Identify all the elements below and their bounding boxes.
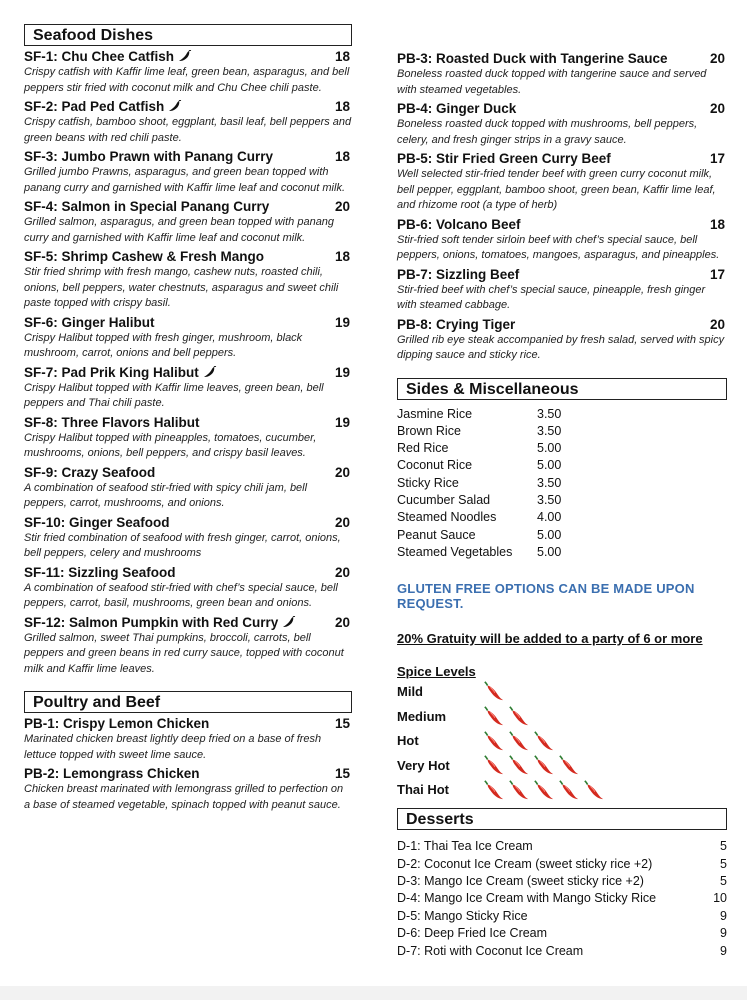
menu-item-description: Crispy Halibut topped with Kaffir lime leaves, green bean, bell peppers and Thai chili paste. — [24, 381, 324, 409]
menu-item-header — [397, 217, 727, 233]
poultry-section-header: Poultry and Beef — [24, 691, 352, 713]
chili-pepper-icon — [533, 754, 555, 776]
menu-item-title-wrap — [24, 249, 264, 265]
menu-item-description: Boneless roasted duck topped with mushrooms, bell peppers, celery, and fresh ginger strips in a gravy sauce. — [397, 118, 698, 146]
menu-item-price: 17 — [709, 151, 725, 166]
menu-item-name: SF-2: Pad Ped Catfish — [24, 99, 165, 114]
menu-item-description: Stir fried combination of seafood with fresh ginger, carrot, onions, bell peppers, celery and mushrooms — [24, 531, 341, 559]
chili-pepper-icon — [558, 754, 580, 776]
menu-item-price: 20 — [334, 199, 350, 214]
menu-item-name: SF-6: Ginger Halibut — [24, 314, 155, 330]
menu-item-name: SF-1: Chu Chee Catfish — [24, 49, 175, 64]
menu-item-name: PB-4: Ginger Duck — [397, 101, 517, 116]
menu-item-description: Marinated chicken breast lightly deep fried on a base of fresh lettuce topped with sweet lime sauce. — [24, 733, 322, 761]
menu-item-title-wrap — [24, 149, 273, 165]
side-item-price: 5.00 — [537, 441, 562, 456]
menu-item-description: Crispy catfish, bamboo shoot, eggplant, basil leaf, bell peppers and green beans with red chili paste. — [24, 116, 352, 144]
dessert-item-name: D-5: Mango Sticky Rice — [397, 908, 528, 923]
side-item — [397, 544, 727, 561]
seafood-section-header: Seafood Dishes — [24, 24, 352, 46]
spice-level-row — [397, 753, 727, 778]
menu-item-price: 20 — [709, 101, 725, 116]
menu-item-header — [397, 267, 727, 283]
sides-section-header: Sides & Miscellaneous — [397, 378, 727, 400]
side-item — [397, 492, 727, 509]
menu-item — [24, 49, 352, 96]
dessert-item-name: D-7: Roti with Coconut Ice Cream — [397, 943, 584, 958]
dessert-item — [397, 873, 727, 890]
side-item-name: Coconut Rice — [397, 458, 473, 473]
menu-item-price: 18 — [334, 149, 350, 164]
menu-item-description: Crispy Halibut topped with fresh ginger, mushroom, black mushroom, carrot, onions and bell peppers. — [24, 331, 303, 359]
menu-item-name: PB-7: Sizzling Beef — [397, 266, 520, 282]
menu-item — [397, 51, 727, 98]
dessert-item-name: D-6: Deep Fried Ice Cream — [397, 926, 548, 941]
menu-item-header — [24, 315, 352, 331]
side-item-price: 5.00 — [537, 527, 562, 542]
menu-item-title-wrap — [24, 766, 200, 782]
menu-item — [24, 249, 352, 312]
menu-item-name: PB-2: Lemongrass Chicken — [24, 766, 200, 781]
menu-item-price: 17 — [709, 266, 725, 282]
spice-level-row — [397, 704, 727, 729]
right-column — [397, 48, 727, 960]
menu-item-name: PB-5: Stir Fried Green Curry Beef — [397, 151, 611, 166]
spice-level-label: Mild — [397, 683, 423, 699]
menu-item-title-wrap — [24, 565, 176, 581]
menu-item-price: 20 — [334, 564, 350, 580]
spice-level-label: Hot — [397, 733, 419, 749]
side-item-name: Steamed Vegetables — [397, 544, 513, 559]
menu-item-name: SF-5: Shrimp Cashew & Fresh Mango — [24, 249, 265, 264]
dessert-item-price: 5 — [720, 839, 727, 854]
menu-item — [24, 199, 352, 246]
menu-item — [24, 565, 352, 612]
menu-item-title-wrap — [397, 151, 611, 167]
dessert-item-name: D-2: Coconut Ice Cream (sweet sticky rice +2) — [397, 856, 653, 871]
chili-pepper-icon — [483, 779, 505, 801]
menu-item-name: PB-3: Roasted Duck with Tangerine Sauce — [397, 51, 668, 66]
side-item-name: Brown Rice — [397, 423, 461, 438]
menu-item-price: 18 — [334, 249, 350, 264]
menu-item-name: SF-10: Ginger Seafood — [24, 514, 170, 530]
dessert-item-price: 9 — [720, 908, 727, 923]
menu-item-name: PB-1: Crispy Lemon Chicken — [24, 716, 210, 731]
side-item — [397, 406, 727, 423]
menu-item — [24, 515, 352, 562]
left-column — [24, 24, 352, 813]
menu-item-description: Chicken breast marinated with lemongrass grilled to perfection on a base of steamed vegetable, spinach topped with peanut sauce. — [24, 783, 344, 811]
menu-item-name: SF-3: Jumbo Prawn with Panang Curry — [24, 149, 274, 164]
footer-strip — [0, 986, 747, 1000]
menu-item-price: 18 — [334, 49, 350, 64]
menu-item-description: Grilled salmon, sweet Thai pumpkins, broccoli, carrots, bell peppers and green beans in red curry sauce, topped with coconut milk and Kaffir lime leaves. — [24, 631, 344, 675]
side-item-price: 4.00 — [537, 510, 562, 525]
menu-item-description: Well selected stir-fried tender beef with green curry coconut milk, bell pepper, eggplant, bamboo shoot, green bean, Kaffir lime leaf, and rhizome root (a type of herb) — [397, 168, 716, 211]
poultry-list-left — [24, 716, 352, 813]
menu-item-price: 19 — [334, 414, 350, 430]
menu-item-name: SF-7: Pad Prik King Halibut — [24, 364, 199, 380]
side-item-name: Steamed Noodles — [397, 510, 497, 525]
menu-item-header — [24, 615, 352, 631]
dessert-item-price: 10 — [713, 891, 727, 906]
menu-item-description: Stir fried shrimp with fresh mango, cashew nuts, roasted chili, onions, bell peppers, water chestnuts, asparagus and sweet chili paste topped with crispy basil. — [24, 266, 339, 309]
side-item — [397, 440, 727, 457]
chili-pepper-icon — [483, 680, 505, 702]
menu-item-title-wrap — [24, 716, 209, 732]
menu-item — [24, 315, 352, 362]
dessert-item — [397, 890, 727, 907]
side-item — [397, 457, 727, 474]
menu-item-description: Grilled salmon, asparagus, and green bean topped with panang curry and garnished with Kaffir lime leaf and coconut milk. — [24, 216, 335, 244]
menu-item-description: Stir-fried soft tender sirloin beef with chef’s special sauce, bell peppers, onions, tomatoes, mangoes, asparagus, and pineapples. — [397, 233, 720, 261]
chili-pepper-icon — [508, 705, 530, 727]
menu-item — [24, 766, 352, 813]
menu-item-header — [397, 101, 727, 117]
desserts-section-header: Desserts — [397, 808, 727, 830]
chili-pepper-icon — [483, 754, 505, 776]
side-item-name: Sticky Rice — [397, 475, 459, 490]
dessert-item-price: 9 — [720, 943, 727, 958]
spice-level-label: Medium — [397, 708, 447, 724]
menu-item — [397, 217, 727, 264]
side-item — [397, 475, 727, 492]
chili-pepper-icon — [483, 705, 505, 727]
spice-level-label: Very Hot — [397, 757, 450, 773]
menu-item — [24, 149, 352, 196]
spice-level-label: Thai Hot — [397, 782, 449, 798]
menu-item-title-wrap — [397, 217, 521, 233]
menu-item-header — [24, 199, 352, 215]
spice-level-row — [397, 778, 727, 803]
menu-item-header — [24, 716, 352, 732]
menu-item-header — [24, 149, 352, 165]
menu-item-header — [24, 415, 352, 431]
desserts-list — [397, 838, 727, 960]
dessert-item-name: D-4: Mango Ice Cream with Mango Sticky Rice — [397, 891, 657, 906]
chili-pepper-icon — [558, 779, 580, 801]
side-item — [397, 527, 727, 544]
side-item — [397, 509, 727, 526]
menu-item — [24, 99, 352, 146]
menu-item-price: 19 — [334, 364, 350, 380]
menu-item-title-wrap — [24, 465, 155, 481]
menu-item-description: A combination of seafood stir-fried with spicy chili jam, bell peppers, carrot, mushrooms, and onions. — [24, 481, 308, 509]
spicy-pepper-icon — [282, 616, 296, 628]
menu-item-price: 15 — [334, 716, 350, 731]
menu-item-description: A combination of seafood stir-fried with chef’s special sauce, bell peppers, carrot, basil, mushrooms, green bean and onions. — [24, 581, 338, 609]
gluten-free-notice: GLUTEN FREE OPTIONS CAN BE MADE UPON REQUEST. — [397, 581, 695, 612]
menu-item — [397, 151, 727, 214]
dessert-item-price: 9 — [720, 926, 727, 941]
menu-item-name: SF-4: Salmon in Special Panang Curry — [24, 199, 270, 214]
menu-item — [397, 101, 727, 148]
side-item-name: Peanut Sauce — [397, 527, 476, 542]
menu-item-header — [397, 151, 727, 167]
menu-item-header — [24, 99, 352, 115]
menu-item-name: SF-12: Salmon Pumpkin with Red Curry — [24, 614, 279, 630]
side-item-price: 3.50 — [537, 406, 562, 421]
menu-item — [397, 267, 727, 314]
menu-item-name: PB-6: Volcano Beef — [397, 216, 521, 232]
menu-item-price: 18 — [334, 99, 350, 114]
side-item-name: Jasmine Rice — [397, 406, 473, 421]
menu-item-title-wrap — [24, 415, 200, 431]
spice-level-row — [397, 728, 727, 753]
dessert-item-price: 5 — [720, 856, 727, 871]
menu-item-title-wrap — [397, 101, 516, 117]
dessert-item-name: D-3: Mango Ice Cream (sweet sticky rice +2) — [397, 873, 644, 888]
menu-item-description: Crispy catfish with Kaffir lime leaf, green bean, asparagus, and bell peppers stir fried with coconut milk and Chu Chee chili paste. — [24, 66, 350, 94]
menu-item — [24, 716, 352, 763]
dessert-item — [397, 856, 727, 873]
menu-item-header — [24, 465, 352, 481]
side-item-price: 3.50 — [537, 475, 562, 490]
menu-item-price: 20 — [709, 51, 725, 66]
menu-item-title-wrap — [24, 515, 170, 531]
menu-item-description: Stir-fried beef with chef’s special sauce, pineapple, fresh ginger with steamed cabbage. — [397, 283, 706, 311]
menu-item-title-wrap — [24, 49, 192, 65]
menu-item-header — [24, 515, 352, 531]
spice-levels-rows — [397, 679, 727, 802]
menu-item-header — [24, 365, 352, 381]
chili-pepper-icon — [508, 754, 530, 776]
menu-item-name: PB-8: Crying Tiger — [397, 316, 516, 332]
menu-item-price: 20 — [709, 316, 725, 332]
side-item-price: 5.00 — [537, 544, 562, 559]
chili-pepper-icon — [533, 779, 555, 801]
spice-levels — [397, 664, 727, 802]
menu-item-description: Grilled rib eye steak accompanied by fresh salad, served with spicy dipping sauce and sticky rice. — [397, 333, 725, 361]
sides-list — [397, 406, 727, 562]
menu-item — [24, 615, 352, 678]
side-item-name: Red Rice — [397, 441, 449, 456]
side-item-price: 3.50 — [537, 423, 562, 438]
menu-item-title-wrap — [24, 365, 217, 381]
side-item — [397, 423, 727, 440]
menu-item-title-wrap — [24, 99, 182, 115]
dessert-item — [397, 908, 727, 925]
spice-level-row — [397, 679, 727, 704]
menu-item — [24, 415, 352, 462]
dessert-item — [397, 943, 727, 960]
side-item-price: 3.50 — [537, 492, 562, 507]
menu-item-price: 18 — [709, 216, 725, 232]
menu-item-price: 19 — [334, 314, 350, 330]
menu-item-name: SF-8: Three Flavors Halibut — [24, 414, 200, 430]
dessert-item — [397, 838, 727, 855]
poultry-list-right — [397, 51, 727, 364]
dessert-item-name: D-1: Thai Tea Ice Cream — [397, 839, 533, 854]
menu-item — [24, 365, 352, 412]
menu-item-title-wrap — [397, 51, 668, 67]
menu-item-description: Crispy Halibut topped with pineapples, tomatoes, cucumber, mushrooms, onions, bell peppers, and crispy basil leaves. — [24, 431, 317, 459]
menu-item-header — [24, 565, 352, 581]
menu-item-price: 20 — [334, 514, 350, 530]
dessert-item — [397, 925, 727, 942]
menu-item-name: SF-11: Sizzling Seafood — [24, 564, 176, 580]
spicy-pepper-icon — [168, 100, 182, 112]
chili-pepper-icon — [533, 730, 555, 752]
chili-pepper-icon — [483, 730, 505, 752]
dessert-item-price: 5 — [720, 873, 727, 888]
menu-item-title-wrap — [24, 315, 155, 331]
menu-item-title-wrap — [24, 199, 269, 215]
menu-item-price: 20 — [334, 464, 350, 480]
side-item-name: Cucumber Salad — [397, 492, 491, 507]
menu-item-title-wrap — [24, 615, 296, 631]
spice-levels-title: Spice Levels — [397, 664, 476, 680]
menu-item-header — [397, 51, 727, 67]
menu-item-header — [24, 49, 352, 65]
menu-item-description: Boneless roasted duck topped with tangerine sauce and served with steamed vegetables. — [397, 68, 707, 96]
seafood-list — [24, 49, 352, 677]
menu-item-header — [24, 766, 352, 782]
spicy-pepper-icon — [178, 50, 192, 62]
chili-pepper-icon — [508, 779, 530, 801]
menu-item-title-wrap — [397, 267, 519, 283]
chili-pepper-icon — [508, 730, 530, 752]
chili-pepper-icon — [583, 779, 605, 801]
menu-item-title-wrap — [397, 317, 515, 333]
gratuity-notice: 20% Gratuity will be added to a party of 6 or more — [397, 631, 703, 647]
menu-item — [24, 465, 352, 512]
menu-item — [397, 317, 727, 364]
menu-item-name: SF-9: Crazy Seafood — [24, 464, 156, 480]
menu-item-price: 20 — [334, 614, 350, 630]
menu-item-description: Grilled jumbo Prawns, asparagus, and green bean topped with panang curry and garnished with Kaffir lime leaf and coconut milk. — [24, 166, 346, 194]
spicy-pepper-icon — [203, 366, 217, 378]
menu-item-header — [397, 317, 727, 333]
menu-item-header — [24, 249, 352, 265]
side-item-price: 5.00 — [537, 458, 562, 473]
menu-item-price: 15 — [334, 766, 350, 781]
